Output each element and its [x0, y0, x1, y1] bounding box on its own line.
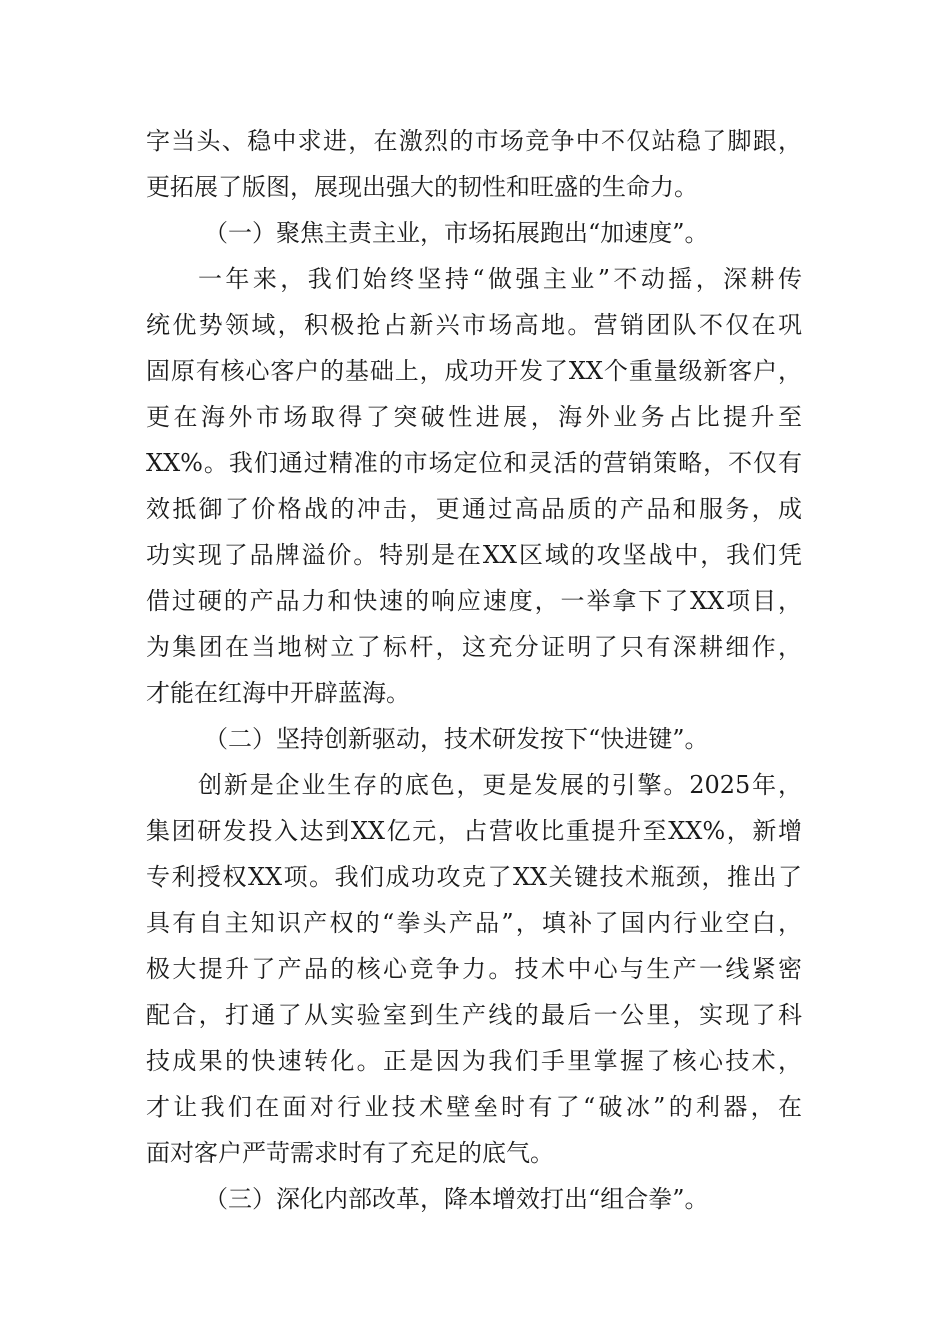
paragraph-line: 才能在红海中开辟蓝海。 — [146, 679, 410, 707]
paragraph-line: 字当头、稳中求进，在激烈的市场竞争中不仅站稳了脚跟， — [146, 127, 802, 155]
paragraph-line: 配合，打通了从实验室到生产线的最后一公里，实现了科 — [146, 1001, 802, 1029]
paragraph-line: 才让我们在面对行业技术壁垒时有了“破冰”的利器，在 — [146, 1093, 802, 1121]
paragraph-line: 借过硬的产品力和快速的响应速度，一举拿下了XX项目， — [146, 587, 802, 615]
paragraph-line: 更在海外市场取得了突破性进展，海外业务占比提升至 — [146, 403, 802, 431]
paragraph-line: XX%。我们通过精准的市场定位和灵活的营销策略，不仅有 — [146, 449, 802, 477]
paragraph-line: 具有自主知识产权的“拳头产品”，填补了国内行业空白， — [146, 909, 802, 937]
paragraph-line: 专利授权XX项。我们成功攻克了XX关键技术瓶颈，推出了 — [146, 863, 802, 891]
paragraph-line: 一年来，我们始终坚持“做强主业”不动摇，深耕传 — [198, 265, 802, 293]
paragraph-line: 创新是企业生存的底色，更是发展的引擎。2025年， — [198, 771, 802, 799]
section-heading-1: （一）聚焦主责主业，市场拓展跑出“加速度”。 — [204, 219, 709, 247]
paragraph-line: 功实现了品牌溢价。特别是在XX区域的攻坚战中，我们凭 — [146, 541, 802, 569]
paragraph-line: 为集团在当地树立了标杆，这充分证明了只有深耕细作， — [146, 633, 802, 661]
paragraph-line: 固原有核心客户的基础上，成功开发了XX个重量级新客户， — [146, 357, 802, 385]
paragraph-line: 极大提升了产品的核心竞争力。技术中心与生产一线紧密 — [146, 955, 802, 983]
paragraph-line: 集团研发投入达到XX亿元，占营收比重提升至XX%，新增 — [146, 817, 802, 845]
paragraph-line: 效抵御了价格战的冲击，更通过高品质的产品和服务，成 — [146, 495, 802, 523]
paragraph-line: 技成果的快速转化。正是因为我们手里掌握了核心技术， — [146, 1047, 802, 1075]
paragraph-line: 统优势领域，积极抢占新兴市场高地。营销团队不仅在巩 — [146, 311, 802, 339]
paragraph-line: 面对客户严苛需求时有了充足的底气。 — [146, 1139, 554, 1167]
paragraph-line: 更拓展了版图，展现出强大的韧性和旺盛的生命力。 — [146, 173, 698, 201]
section-heading-3: （三）深化内部改革，降本增效打出“组合拳”。 — [204, 1185, 709, 1213]
section-heading-2: （二）坚持创新驱动，技术研发按下“快进键”。 — [204, 725, 709, 753]
